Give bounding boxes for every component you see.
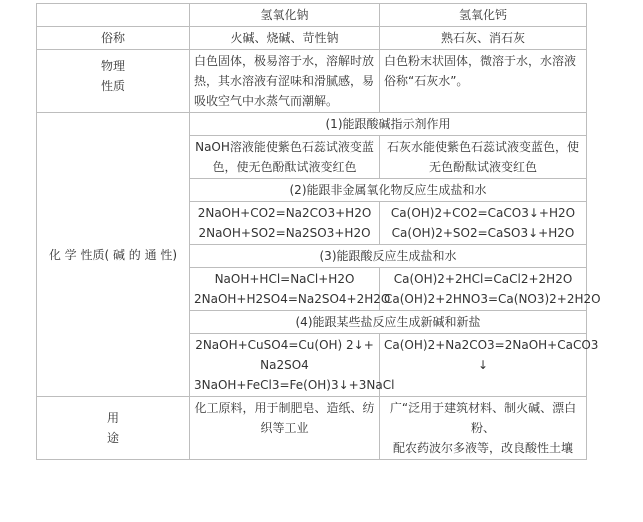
- physical-label: [37, 50, 190, 113]
- uses-row: [37, 397, 587, 460]
- chem-p4-naoh-eq2: 3NaOH+FeCl3=Fe(OH)3↓+3NaCl: [194, 378, 395, 392]
- physical-label-line1: 物理: [100, 59, 125, 73]
- chem-p2-caoh: [380, 202, 587, 245]
- uses-naoh: 化工原料，用于制肥皂、造纸、纺织等工业: [190, 397, 380, 460]
- physical-caoh: 白色粉末状固体，微溶于水，水溶液俗称“石灰水”。: [380, 50, 587, 113]
- chem-p1-naoh: NaOH溶液能使紫色石蕊试液变蓝色，使无色酚酞试液变红色: [190, 136, 380, 179]
- chemical-label: 化 学 性质( 碱 的 通 性): [37, 113, 190, 397]
- chem-p3-caoh: [380, 268, 601, 311]
- chem-p3-naoh-eq1: NaOH+HCl=NaCl+H2O: [214, 272, 355, 286]
- chem-p1-title-row: [37, 113, 587, 136]
- uses-caoh-line1: 广“泛用于建筑材料、制火碱、漂白粉、: [389, 401, 577, 435]
- physical-row: [37, 50, 587, 113]
- chem-p4-caoh-eq1: Ca(OH)2+Na2CO3=2NaOH+CaCO3 ↓: [384, 338, 599, 372]
- chem-p3-title: (3)能跟酸反应生成盐和水: [190, 245, 587, 268]
- chem-p4-title: (4)能跟某些盐反应生成新碱和新盐: [190, 311, 587, 334]
- header-row: [37, 4, 587, 27]
- chem-p2-naoh: [190, 202, 380, 245]
- chem-p4-naoh-eq1: 2NaOH+CuSO4=Cu(OH) 2↓+ Na2SO4: [195, 338, 374, 372]
- chem-p1-title: (1)能跟酸碱指示剂作用: [190, 113, 587, 136]
- chem-p2-naoh-eq2: 2NaOH+SO2=Na2SO3+H2O: [198, 226, 371, 240]
- physical-naoh: 白色固体，极易溶于水，溶解时放热，其水溶液有涩味和滑腻感，易吸收空气中水蒸气而潮解。: [190, 50, 380, 113]
- chem-p3-naoh: [190, 268, 391, 311]
- chem-p4-naoh: [190, 334, 395, 397]
- chem-p2-naoh-eq1: 2NaOH+CO2=Na2CO3+H2O: [197, 206, 372, 220]
- uses-label-line2: 途: [106, 431, 119, 445]
- uses-caoh-line2: 配农药波尔多液等，改良酸性土壤: [392, 441, 573, 455]
- common-name-naoh: 火碱、烧碱、苛性钠: [190, 27, 380, 50]
- chem-p4-caoh: [380, 334, 599, 397]
- common-name-caoh: 熟石灰、消石灰: [380, 27, 587, 50]
- uses-caoh: [380, 397, 587, 460]
- common-name-row: [37, 27, 587, 50]
- uses-label-line1: 用: [106, 411, 119, 425]
- common-name-label: 俗称: [37, 27, 190, 50]
- chem-p2-title: (2)能跟非金属氧化物反应生成盐和水: [190, 179, 587, 202]
- chem-p2-caoh-eq2: Ca(OH)2+SO2=CaSO3↓+H2O: [391, 226, 575, 240]
- chem-p2-caoh-eq1: Ca(OH)2+CO2=CaCO3↓+H2O: [390, 206, 576, 220]
- uses-label: [37, 397, 190, 460]
- chem-p3-caoh-eq1: Ca(OH)2+2HCl=CaCl2+2H2O: [393, 272, 573, 286]
- physical-label-line2: 性质: [100, 79, 125, 93]
- header-blank-cell: [37, 4, 190, 27]
- chem-p3-caoh-eq2: Ca(OH)2+2HNO3=Ca(NO3)2+2H2O: [384, 292, 601, 306]
- header-caoh: 氢氧化钙: [380, 4, 587, 27]
- header-naoh: 氢氧化钠: [190, 4, 380, 27]
- comparison-table: [36, 3, 601, 460]
- chem-p1-caoh: 石灰水能使紫色石蕊试液变蓝色，使无色酚酞试液变红色: [380, 136, 587, 179]
- chem-p3-naoh-eq2: 2NaOH+H2SO4=Na2SO4+2H2O: [194, 292, 391, 306]
